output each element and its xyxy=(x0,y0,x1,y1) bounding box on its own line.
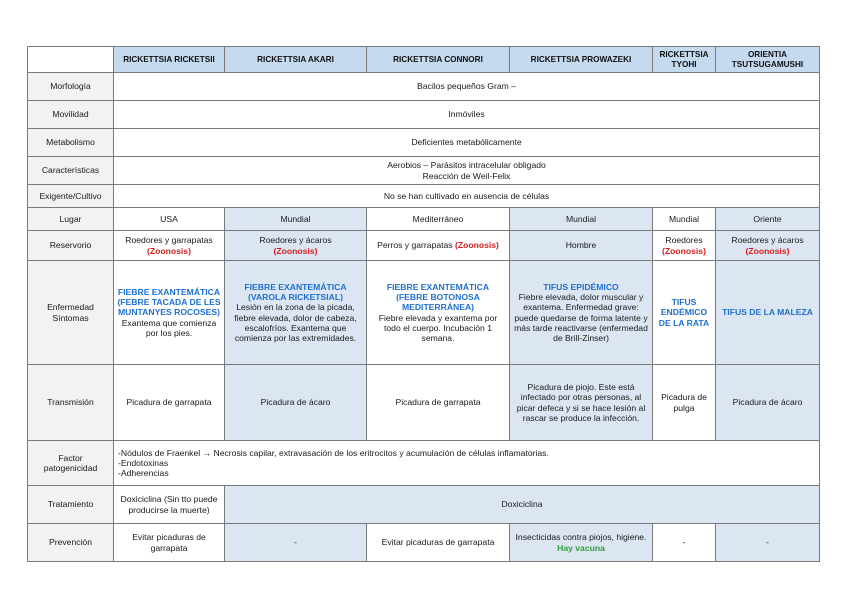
caracteristicas-line-1: Aerobios – Parásitos intracelular obligado xyxy=(387,160,546,171)
disease-symptoms: Lesión en la zona de la picada, fiebre elevada, dolor de cabeza, escalofríos. Exantema que comienza por las extremidades. xyxy=(234,302,357,344)
prevencion-ricketsii: Evitar picaduras de garrapata xyxy=(114,524,225,562)
row-movilidad xyxy=(28,101,820,129)
zoonosis-label: (Zoonosis) xyxy=(454,240,499,251)
prevencion-tsutsugamushi: - xyxy=(716,524,820,562)
row-factor-patogenicidad xyxy=(28,441,820,486)
tratamiento-ricketsii: Doxiciclina (Sin tto puede producirse la muerte) xyxy=(114,486,225,524)
reservorio-connori xyxy=(367,231,510,261)
disease-symptoms: Exantema que comienza por los pies. xyxy=(121,317,217,338)
header-rickettsia-akari: RICKETTSIA AKARI xyxy=(225,47,367,73)
enfermedad-ricketsii xyxy=(114,261,225,365)
factor-line-1: -Nódulos de Fraenkel → Necrosis capilar, extravasación de los eritrocitos y acumulación de células inflamatorias. xyxy=(118,447,549,458)
row-label-tratamiento: Tratamiento xyxy=(28,486,114,524)
disease-title: TIFUS EPIDÉMICO xyxy=(543,281,619,292)
header-rickettsia-tyohi: RICKETTSIA TYOHI xyxy=(653,47,716,73)
rickettsia-comparison-table xyxy=(27,46,820,562)
disease-symptoms: Fiebre elevada y exantema por todo el cuerpo. Incubación 1 semana. xyxy=(378,312,498,344)
header-row xyxy=(28,47,820,73)
row-metabolismo xyxy=(28,129,820,157)
row-label-exigente: Exigente/Cultivo xyxy=(28,185,114,208)
enfermedad-label: Enfermedad xyxy=(47,302,94,313)
reservorio-tsutsugamushi xyxy=(716,231,820,261)
row-prevencion xyxy=(28,524,820,562)
row-label-enfermedad xyxy=(28,261,114,365)
enfermedad-tsutsugamushi xyxy=(716,261,820,365)
transmision-tyohi: Picadura de pulga xyxy=(653,365,716,441)
disease-title: FIEBRE EXANTEMÁTICA (FEBRE BOTONOSA MEDITERRÁNEA) xyxy=(386,281,490,313)
row-label-reservorio: Reservorio xyxy=(28,231,114,261)
transmision-prowazeki: Picadura de piojo. Este está infectado por otras personas, al picar defeca y si se hace lesión al rascar se produce la infección. xyxy=(510,365,653,441)
prevencion-akari: - xyxy=(225,524,367,562)
row-label-prevencion: Prevención xyxy=(28,524,114,562)
reservorio-tyohi xyxy=(653,231,716,261)
zoonosis-label: (Zoonosis) xyxy=(745,245,790,256)
prevencion-text: Insecticidas contra piojos, higiene. xyxy=(515,532,647,543)
vaccine-label: Hay vacuna xyxy=(557,542,605,553)
lugar-connori: Mediterráneo xyxy=(367,208,510,231)
lugar-prowazeki: Mundial xyxy=(510,208,653,231)
row-label-lugar: Lugar xyxy=(28,208,114,231)
header-orientia-tsutsugamushi: ORIENTIA TSUTSUGAMUSHI xyxy=(716,47,820,73)
row-transmision xyxy=(28,365,820,441)
lugar-ricketsii: USA xyxy=(114,208,225,231)
transmision-connori: Picadura de garrapata xyxy=(367,365,510,441)
row-enfermedad xyxy=(28,261,820,365)
exigente-value: No se han cultivado en ausencia de células xyxy=(114,185,820,208)
zoonosis-label: (Zoonosis) xyxy=(147,245,191,256)
header-rickettsia-prowazeki: RICKETTSIA PROWAZEKI xyxy=(510,47,653,73)
row-lugar xyxy=(28,208,820,231)
reservorio-text: Roedores y ácaros xyxy=(259,235,332,246)
transmision-ricketsii: Picadura de garrapata xyxy=(114,365,225,441)
row-caracteristicas xyxy=(28,157,820,185)
reservorio-prowazeki: Hombre xyxy=(510,231,653,261)
zoonosis-label: (Zoonosis) xyxy=(273,245,318,256)
row-reservorio xyxy=(28,231,820,261)
enfermedad-prowazeki xyxy=(510,261,653,365)
row-label-factor: Factor patogenicidad xyxy=(28,441,114,486)
row-morfologia xyxy=(28,73,820,101)
disease-title: TIFUS ENDÉMICO DE LA RATA xyxy=(658,297,710,328)
header-rickettsia-connori: RICKETTSIA CONNORI xyxy=(367,47,510,73)
lugar-tyohi: Mundial xyxy=(653,208,716,231)
caracteristicas-value xyxy=(114,157,820,185)
row-label-metabolismo: Metabolismo xyxy=(28,129,114,157)
disease-title: FIEBRE EXANTEMÁTICA (FEBRE TACADA DE LES MUNTANYES ROCOSES) xyxy=(117,286,221,318)
header-rickettsia-ricketsii: RICKETTSIA RICKETSII xyxy=(114,47,225,73)
reservorio-text: Roedores xyxy=(665,235,703,246)
caracteristicas-line-2: Reacción de Weil-Felix xyxy=(422,170,511,181)
header-corner xyxy=(28,47,114,73)
prevencion-prowazeki xyxy=(510,524,653,562)
morfologia-value: Bacilos pequeños Gram – xyxy=(114,73,820,101)
reservorio-ricketsii xyxy=(114,231,225,261)
row-label-caracteristicas: Características xyxy=(28,157,114,185)
disease-title: TIFUS DE LA MALEZA xyxy=(722,307,813,318)
disease-title: FIEBRE EXANTEMÁTICA (VAROLA RICKETSIAL) xyxy=(244,281,347,302)
row-label-transmision: Transmisión xyxy=(28,365,114,441)
enfermedad-akari xyxy=(225,261,367,365)
transmision-tsutsugamushi: Picadura de ácaro xyxy=(716,365,820,441)
reservorio-text: Roedores y ácaros xyxy=(731,235,804,246)
factor-line-2: -Endotoxinas xyxy=(118,457,169,468)
prevencion-tyohi: - xyxy=(653,524,716,562)
zoonosis-label: (Zoonosis) xyxy=(662,245,706,256)
movilidad-value: Inmóviles xyxy=(114,101,820,129)
enfermedad-tyohi xyxy=(653,261,716,365)
factor-line-3: -Adherencias xyxy=(118,468,169,479)
tratamiento-rest: Doxiciclina xyxy=(225,486,820,524)
reservorio-akari xyxy=(225,231,367,261)
factor-value xyxy=(114,441,820,486)
enfermedad-connori xyxy=(367,261,510,365)
row-label-morfologia: Morfología xyxy=(28,73,114,101)
prevencion-connori: Evitar picaduras de garrapata xyxy=(367,524,510,562)
row-exigente xyxy=(28,185,820,208)
metabolismo-value: Deficientes metabólicamente xyxy=(114,129,820,157)
disease-symptoms: Fiebre elevada, dolor muscular y exantema. Enfermedad grave: puede quedarse de forma latente y más tarde reactivarse (enfermedad de Brill-Zinser) xyxy=(514,291,648,344)
sintomas-label: Síntomas xyxy=(52,312,89,323)
lugar-tsutsugamushi: Oriente xyxy=(716,208,820,231)
row-label-movilidad: Movilidad xyxy=(28,101,114,129)
reservorio-text: Perros y garrapatas xyxy=(377,240,453,251)
row-tratamiento xyxy=(28,486,820,524)
transmision-akari: Picadura de ácaro xyxy=(225,365,367,441)
lugar-akari: Mundial xyxy=(225,208,367,231)
reservorio-text: Roedores y garrapatas xyxy=(125,235,213,246)
